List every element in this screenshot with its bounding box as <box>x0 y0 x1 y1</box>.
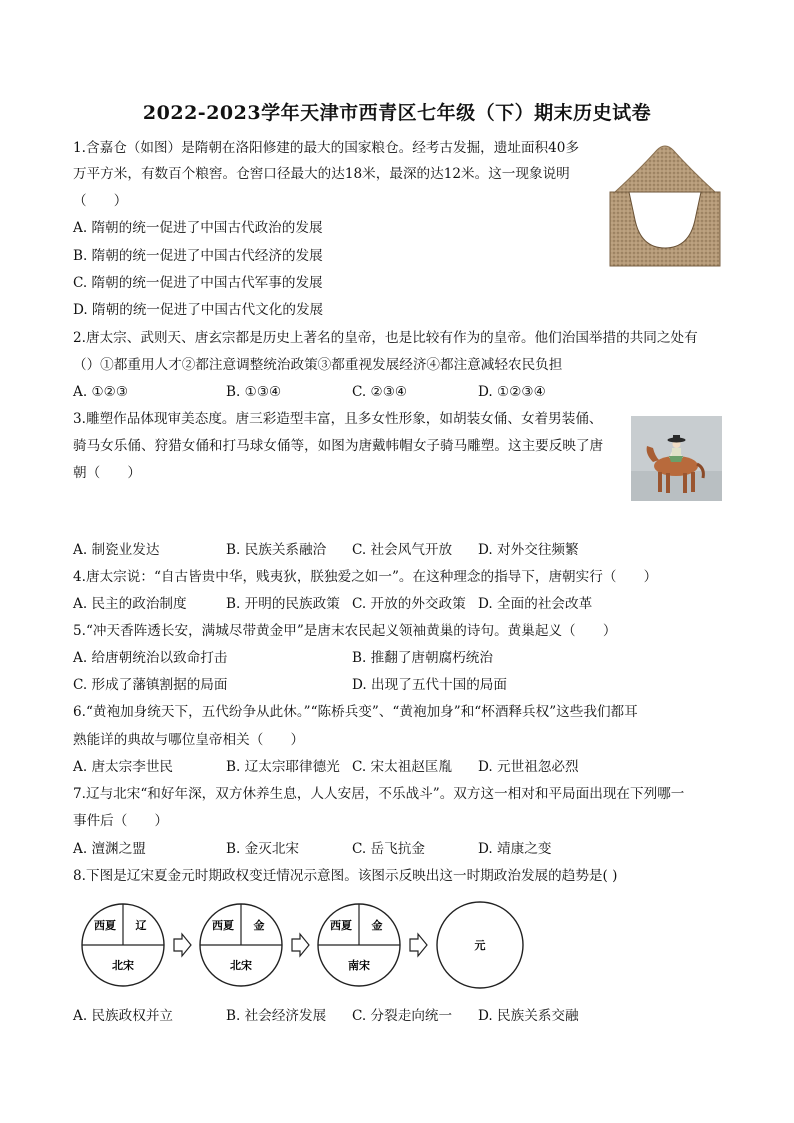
q4-option-a: A. 民主的政治制度 <box>73 596 187 612</box>
label-beisong-2: 北宋 <box>230 959 252 972</box>
label-nansong: 南宋 <box>348 959 370 972</box>
circle-liao-song <box>82 904 164 986</box>
label-xixia-1: 西夏 <box>94 919 116 932</box>
label-beisong-1: 北宋 <box>112 959 134 972</box>
q5-option-a: A. 给唐朝统治以致命打击 <box>73 650 228 666</box>
q3-line-1: 3.雕塑作品体现审美态度。唐三彩造型丰富，且多女性形象，如胡装女俑、女着男装俑、 <box>73 411 603 427</box>
arrow-2 <box>292 934 309 956</box>
label-xixia-3: 西夏 <box>330 919 352 932</box>
q2-option-b: B. ①③④ <box>226 384 282 400</box>
q8-line-1: 8.下图是辽宋夏金元时期政权变迁情况示意图。该图示反映出这一时期政治发展的趋势是( ) <box>73 868 618 884</box>
q2-option-a: A. ①②③ <box>73 384 129 400</box>
q3-option-a: A. 制瓷业发达 <box>73 542 160 558</box>
circle-jin-nansong <box>318 904 400 986</box>
arrow-3 <box>410 934 427 956</box>
q4-option-c: C. 开放的外交政策 <box>352 596 466 612</box>
q6-option-d: D. 元世祖忽必烈 <box>478 759 579 775</box>
q7-option-a: A. 澶渊之盟 <box>73 841 146 857</box>
q1-option-d: D. 隋朝的统一促进了中国古代文化的发展 <box>73 302 324 318</box>
label-yuan: 元 <box>474 939 486 952</box>
q1-option-c: C. 隋朝的统一促进了中国古代军事的发展 <box>73 275 323 291</box>
q3-line-3: 朝（ ） <box>73 465 141 481</box>
q2-option-d: D. ①②③④ <box>478 384 546 400</box>
label-xixia-2: 西夏 <box>212 919 234 932</box>
q4-option-b: B. 开明的民族政策 <box>226 596 340 612</box>
q6-line-1: 6.“黄袍加身统天下，五代纷争从此休。”“陈桥兵变”、“黄袍加身”和“杯酒释兵权”这些我们都耳 <box>73 704 638 720</box>
arrow-1 <box>174 934 191 956</box>
q7-line-1: 7.辽与北宋“和好年深，双方休养生息，人人安居，不乐战斗”。双方这一相对和平局面出现在下列哪一 <box>73 786 685 802</box>
q4-option-d: D. 全面的社会改革 <box>478 596 593 612</box>
label-liao: 辽 <box>135 919 147 932</box>
granary-figure <box>609 140 721 267</box>
q7-option-b: B. 金灭北宋 <box>226 841 300 857</box>
q1-line-1: 1.含嘉仓（如图）是隋朝在洛阳修建的最大的国家粮仓。经考古发掘，遗址面积40多 <box>73 140 580 156</box>
q1-line-2: 万平方米，有数百个粮窖。仓窖口径最大的达18米，最深的达12米。这一现象说明 <box>73 166 570 182</box>
q3-option-b: B. 民族关系融洽 <box>226 542 327 558</box>
q1-option-a: A. 隋朝的统一促进了中国古代政治的发展 <box>73 220 323 236</box>
q8-option-b: B. 社会经济发展 <box>226 1008 327 1024</box>
q1-line-3: （ ） <box>73 193 128 209</box>
q7-line-2: 事件后（ ） <box>73 813 169 829</box>
q5-option-c: C. 形成了藩镇割据的局面 <box>73 677 228 693</box>
q6-option-a: A. 唐太宗李世民 <box>73 759 174 775</box>
q3-option-c: C. 社会风气开放 <box>352 542 453 558</box>
q8-option-c: C. 分裂走向统一 <box>352 1008 453 1024</box>
q6-option-b: B. 辽太宗耶律德光 <box>226 759 340 775</box>
dynasty-diagram <box>78 898 528 994</box>
label-jin-2: 金 <box>371 919 383 932</box>
q8-option-d: D. 民族关系交融 <box>478 1008 579 1024</box>
q6-option-c: C. 宋太祖赵匡胤 <box>352 759 453 775</box>
q4-line-1: 4.唐太宗说：“自古皆贵中华，贱夷狄，朕独爱之如一”。在这种理念的指导下，唐朝实行（ ） <box>73 569 658 585</box>
page-title: 2022-2023学年天津市西青区七年级（下）期末历史试卷 <box>142 102 652 124</box>
label-jin-1: 金 <box>253 919 265 932</box>
q5-option-b: B. 推翻了唐朝腐朽统治 <box>352 650 493 666</box>
q3-line-2: 骑马女乐俑、狩猎女俑和打马球女俑等，如图为唐戴帏帽女子骑马雕塑。这主要反映了唐 <box>73 438 604 454</box>
q5-option-d: D. 出现了五代十国的局面 <box>352 677 507 693</box>
q6-line-2: 熟能详的典故与哪位皇帝相关（ ） <box>73 732 305 748</box>
q2-option-c: C. ②③④ <box>352 384 408 400</box>
q2-line-1: 2.唐太宗、武则天、唐玄宗都是历史上著名的皇帝，也是比较有作为的皇帝。他们治国举措的共同之处有 <box>73 330 698 346</box>
q8-option-a: A. 民族政权并立 <box>73 1008 174 1024</box>
circle-yuan <box>437 902 523 988</box>
circle-jin-song <box>200 904 282 986</box>
q5-line-1: 5.“冲天香阵透长安，满城尽带黄金甲”是唐末农民起义领袖黄巢的诗句。黄巢起义（ ） <box>73 623 617 639</box>
q2-line-2: （）①都重用人才②都注意调整统治政策③都重视发展经济④都注意减轻农民负担 <box>73 357 563 373</box>
q3-option-d: D. 对外交往频繁 <box>478 542 579 558</box>
q7-option-c: C. 岳飞抗金 <box>352 841 425 857</box>
q7-option-d: D. 靖康之变 <box>478 841 552 857</box>
q1-option-b: B. 隋朝的统一促进了中国古代经济的发展 <box>73 248 323 264</box>
tang-horse-rider-figure <box>631 416 722 501</box>
